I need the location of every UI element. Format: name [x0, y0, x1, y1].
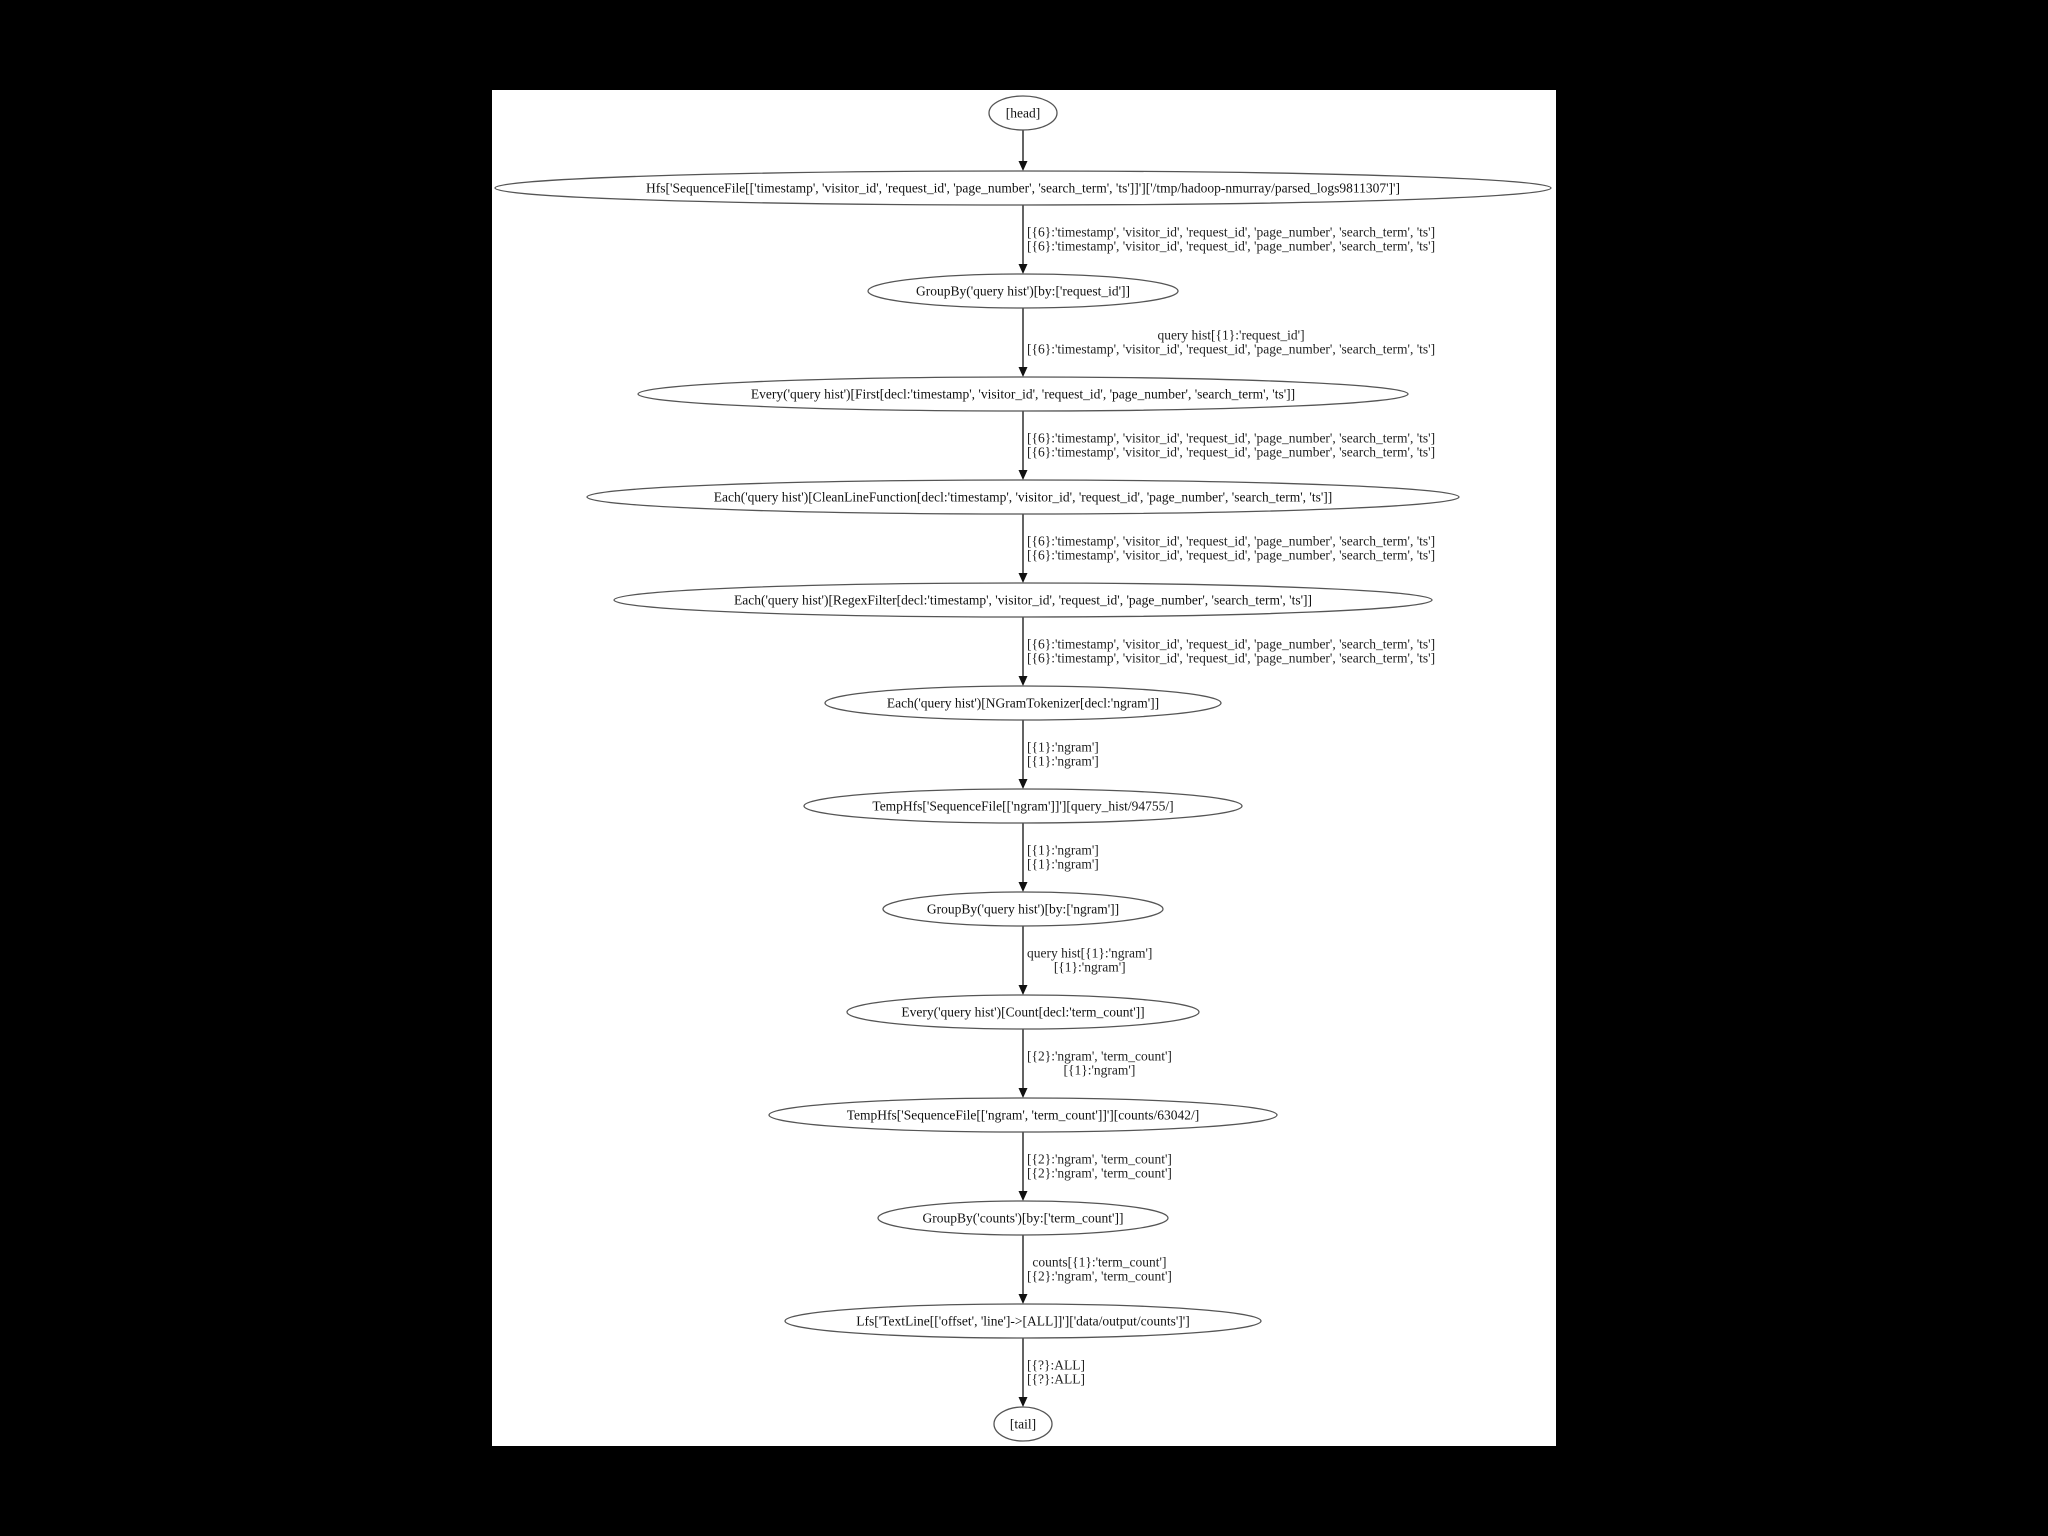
arrowhead — [1019, 1191, 1028, 1201]
edge-label: [{6}:'timestamp', 'visitor_id', 'request_id', 'page_number', 'search_term', 'ts'] — [1027, 650, 1436, 666]
node-label: TempHfs['SequenceFile[['ngram', 'term_count']]'][counts/63042/] — [846, 1107, 1200, 1123]
arrowhead — [1019, 882, 1028, 892]
edge-label: [{6}:'timestamp', 'visitor_id', 'request_id', 'page_number', 'search_term', 'ts'] — [1027, 533, 1436, 549]
edge-label: [{1}:'ngram'] — [1027, 856, 1099, 872]
edge-lfs-to-tail — [1019, 1338, 1085, 1407]
flow-diagram — [492, 90, 1556, 1446]
edge-label: [{?}:ALL] — [1027, 1357, 1085, 1373]
edge-head-to-hfs — [1019, 130, 1028, 171]
edge-groupby-counts-to-lfs — [1019, 1235, 1172, 1304]
edge-every-first-to-each-cleanline — [1019, 411, 1436, 480]
flow-diagram-canvas — [492, 90, 1556, 1446]
node-label: Hfs['SequenceFile[['timestamp', 'visitor_id', 'request_id', 'page_number', 'search_term', 'ts']]']['/tmp/hadoop-nmurray/parsed_logs9811307']'] — [646, 180, 1400, 196]
edge-label: query hist[{1}:'ngram'] — [1027, 945, 1153, 961]
node-each-ngramtokenizer — [825, 686, 1221, 720]
edge-label: [{6}:'timestamp', 'visitor_id', 'request_id', 'page_number', 'search_term', 'ts'] — [1027, 444, 1436, 460]
node-lfs — [785, 1304, 1261, 1338]
node-label: Every('query hist')[Count[decl:'term_count']] — [901, 1004, 1145, 1020]
edge-label: query hist[{1}:'request_id'] — [1157, 327, 1305, 343]
node-temphfs-ngram — [804, 789, 1242, 823]
arrowhead — [1019, 985, 1028, 995]
node-groupby-counts — [878, 1201, 1168, 1235]
edge-label: counts[{1}:'term_count'] — [1032, 1254, 1167, 1270]
node-label: [head] — [1005, 105, 1041, 121]
arrowhead — [1019, 1397, 1028, 1407]
node-label: Each('query hist')[CleanLineFunction[decl:'timestamp', 'visitor_id', 'request_id', 'page_number', 'search_term', 'ts']] — [713, 489, 1333, 505]
edge-label: [{1}:'ngram'] — [1027, 753, 1099, 769]
edge-label: [{6}:'timestamp', 'visitor_id', 'request_id', 'page_number', 'search_term', 'ts'] — [1027, 430, 1436, 446]
arrowhead — [1019, 1294, 1028, 1304]
node-label: TempHfs['SequenceFile[['ngram']]'][query_hist/94755/] — [872, 798, 1174, 814]
edge-label: [{1}:'ngram'] — [1027, 739, 1099, 755]
edge-label: [{?}:ALL] — [1027, 1371, 1085, 1387]
arrowhead — [1019, 573, 1028, 583]
edge-label: [{6}:'timestamp', 'visitor_id', 'request_id', 'page_number', 'search_term', 'ts'] — [1027, 238, 1436, 254]
edge-temphfs-ngram-to-groupby-ngram — [1019, 823, 1099, 892]
edge-label: [{2}:'ngram', 'term_count'] — [1027, 1268, 1172, 1284]
node-every-count — [847, 995, 1199, 1029]
arrowhead — [1019, 779, 1028, 789]
edge-groupby-request-id-to-every-first — [1019, 308, 1436, 377]
edge-label: [{6}:'timestamp', 'visitor_id', 'request_id', 'page_number', 'search_term', 'ts'] — [1027, 224, 1436, 240]
edge-label: [{6}:'timestamp', 'visitor_id', 'request_id', 'page_number', 'search_term', 'ts'] — [1027, 636, 1436, 652]
edge-label: [{6}:'timestamp', 'visitor_id', 'request_id', 'page_number', 'search_term', 'ts'] — [1027, 341, 1436, 357]
node-label: GroupBy('counts')[by:['term_count']] — [922, 1210, 1124, 1226]
node-label: GroupBy('query hist')[by:['ngram']] — [926, 901, 1120, 917]
arrowhead — [1019, 470, 1028, 480]
arrowhead — [1019, 676, 1028, 686]
edge-label: [{2}:'ngram', 'term_count'] — [1027, 1151, 1172, 1167]
edge-label: [{1}:'ngram'] — [1063, 1062, 1136, 1078]
node-each-cleanline — [587, 480, 1459, 514]
edge-label: [{2}:'ngram', 'term_count'] — [1027, 1048, 1172, 1064]
node-every-first — [638, 377, 1408, 411]
node-hfs — [495, 171, 1551, 205]
edge-groupby-ngram-to-every-count — [1019, 926, 1153, 995]
arrowhead — [1019, 161, 1028, 171]
edge-label: [{6}:'timestamp', 'visitor_id', 'request_id', 'page_number', 'search_term', 'ts'] — [1027, 547, 1436, 563]
node-label: [tail] — [1009, 1416, 1037, 1432]
arrowhead — [1019, 367, 1028, 377]
edge-label: [{1}:'ngram'] — [1053, 959, 1126, 975]
node-head — [989, 96, 1057, 130]
node-temphfs-counts — [769, 1098, 1277, 1132]
node-label: Every('query hist')[First[decl:'timestamp', 'visitor_id', 'request_id', 'page_number', 'search_term', 'ts']] — [750, 386, 1296, 402]
node-label: Each('query hist')[NGramTokenizer[decl:'ngram']] — [886, 695, 1160, 711]
edge-each-ngramtokenizer-to-temphfs-ngram — [1019, 720, 1099, 789]
arrowhead — [1019, 1088, 1028, 1098]
edge-each-regexfilter-to-each-ngramtokenizer — [1019, 617, 1436, 686]
edge-hfs-to-groupby-request-id — [1019, 205, 1436, 274]
node-label: GroupBy('query hist')[by:['request_id']] — [915, 283, 1131, 299]
node-groupby-request-id — [868, 274, 1178, 308]
edge-label: [{1}:'ngram'] — [1027, 842, 1099, 858]
edge-each-cleanline-to-each-regexfilter — [1019, 514, 1436, 583]
edge-label: [{2}:'ngram', 'term_count'] — [1027, 1165, 1172, 1181]
node-tail — [994, 1407, 1052, 1441]
node-each-regexfilter — [614, 583, 1432, 617]
edge-every-count-to-temphfs-counts — [1019, 1029, 1172, 1098]
node-label: Lfs['TextLine[['offset', 'line']->[ALL]]']['data/output/counts']'] — [856, 1313, 1190, 1329]
node-label: Each('query hist')[RegexFilter[decl:'timestamp', 'visitor_id', 'request_id', 'page_number', 'search_term', 'ts']] — [733, 592, 1313, 608]
edge-temphfs-counts-to-groupby-counts — [1019, 1132, 1172, 1201]
arrowhead — [1019, 264, 1028, 274]
node-groupby-ngram — [883, 892, 1163, 926]
